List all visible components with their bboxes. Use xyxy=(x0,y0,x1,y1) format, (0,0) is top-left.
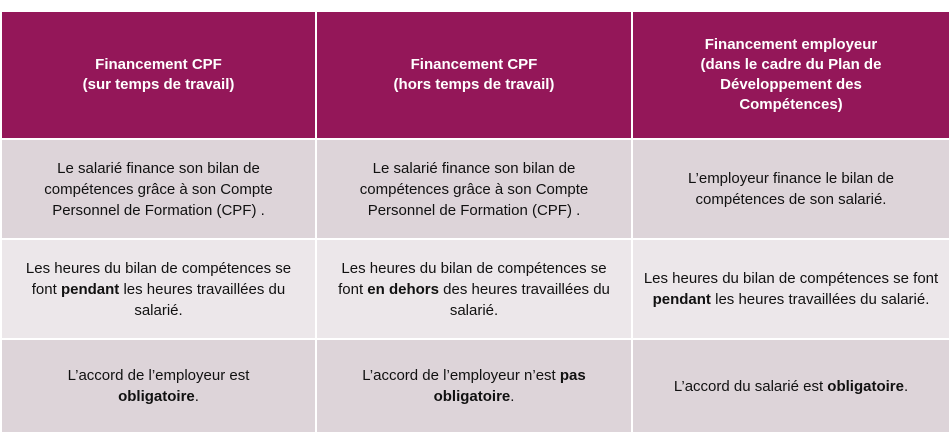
cell-text: . xyxy=(194,388,199,405)
cell-emphasis: obligatoire xyxy=(118,388,195,405)
header-cell-employer xyxy=(633,12,949,138)
cell-emphasis: en dehors xyxy=(367,280,439,298)
cell-text: Les heures du bilan de compétences se font xyxy=(643,270,939,287)
cell-hours-cpf-work xyxy=(2,240,315,338)
cell-financing-cpf-work xyxy=(2,140,315,238)
cell-text: Les heures du bilan de compétences se font xyxy=(25,259,292,298)
header-subtitle: (dans le cadre du Plan de Développement des Compétences) xyxy=(700,56,882,113)
cell-text: . xyxy=(903,377,909,395)
cell-text: Le salarié finance son bilan de compétences grâce à son Compte Personnel de Formation (CPF) . xyxy=(359,159,589,219)
header-subtitle: (sur temps de travail) xyxy=(82,76,235,93)
cell-emphasis: obligatoire xyxy=(827,377,904,395)
cell-text: les heures travaillées du salarié. xyxy=(119,280,286,319)
cell-text: les heures travaillées du salarié. xyxy=(710,291,930,308)
cell-emphasis: pendant xyxy=(60,280,120,298)
cell-agreement-cpf-work xyxy=(2,340,315,432)
header-title: Financement employeur xyxy=(704,36,878,53)
cell-text: L’accord du salarié est xyxy=(673,377,828,395)
cell-emphasis: pendant xyxy=(652,291,711,308)
cell-emphasis: pas obligatoire xyxy=(433,367,586,405)
header-title: Financement CPF xyxy=(410,56,538,73)
cell-agreement-employer xyxy=(633,340,949,432)
cell-text: L’accord de l’employeur n’est xyxy=(362,367,560,384)
cell-text: des heures travaillées du salarié. xyxy=(438,280,610,319)
cell-text: L’employeur finance le bilan de compétences de son salarié. xyxy=(688,170,894,208)
cell-text: Le salarié finance son bilan de compétences grâce à son Compte Personnel de Formation (CPF) . xyxy=(44,159,273,219)
cell-text: L’accord de l’employeur est xyxy=(67,367,250,384)
header-cell-cpf-off-time xyxy=(317,12,631,138)
cell-text: . xyxy=(510,388,515,405)
header-cell-cpf-work-time xyxy=(2,12,315,138)
cell-agreement-cpf-off xyxy=(317,340,631,432)
cell-text: Les heures du bilan de compétences se font xyxy=(338,259,607,298)
header-title: Financement CPF xyxy=(95,56,222,73)
cell-financing-cpf-off xyxy=(317,140,631,238)
cell-hours-employer xyxy=(633,240,949,338)
cell-financing-employer xyxy=(633,140,949,238)
funding-comparison-table xyxy=(2,12,945,432)
cell-hours-cpf-off xyxy=(317,240,631,338)
header-subtitle: (hors temps de travail) xyxy=(393,76,555,93)
